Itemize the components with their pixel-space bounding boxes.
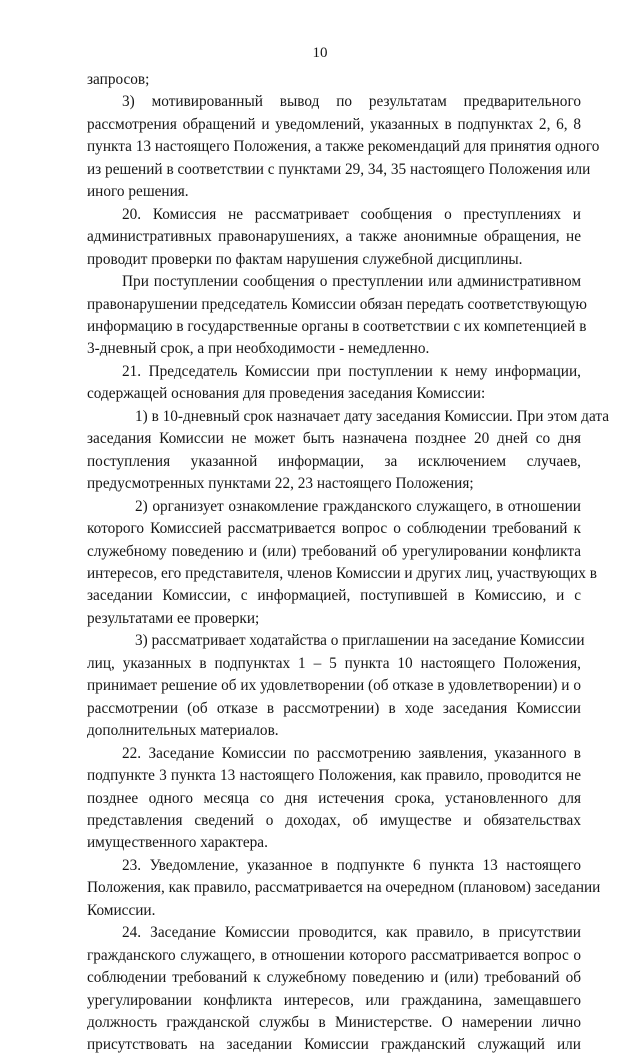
paragraph [87, 743, 581, 855]
text-line: дополнительных материалов. [87, 722, 279, 740]
text-line: имущественного характера. [87, 834, 268, 852]
paragraph [87, 496, 597, 631]
text-line: урегулировании конфликта интересов, или гражданина, замещавшего [87, 991, 581, 1009]
paragraph [87, 69, 581, 91]
text-line: должность гражданской службы в Министерстве. О намерении лично [87, 1014, 581, 1032]
paragraph [87, 630, 585, 742]
text-line: соблюдении требований к служебному поведению и (или) требований об [87, 969, 581, 987]
paragraph [87, 406, 610, 496]
text-line: 20. Комиссия не рассматривает сообщения о преступлениях и [122, 205, 581, 223]
text-line: запросов; [87, 71, 150, 88]
text-line: которого Комиссией рассматривается вопрос о соблюдении требований к [87, 520, 581, 538]
text-line: лиц, указанных в подпунктах 1 – 5 пункта 10 настоящего Положения, [87, 654, 581, 672]
text-line: содержащей основания для проведения заседания Комиссии: [87, 385, 486, 403]
text-line: рассмотрении (об отказе в рассмотрении) в ходе заседания Комиссии [87, 699, 581, 717]
text-line: поступления указанной информации, за исключением случаев, [87, 452, 581, 470]
text-line: 2) организует ознакомление гражданского служащего, в отношении [135, 497, 581, 515]
paragraph [87, 361, 581, 406]
text-line: 21. Председатель Комиссии при поступлении к нему информации, [122, 362, 581, 380]
text-line: проводит проверки по фактам нарушения служебной дисциплины. [87, 250, 523, 268]
text-line: 3-дневный срок, а при необходимости - немедленно. [87, 340, 430, 358]
text-line: заседания Комиссии не может быть назначена позднее 20 дней со дня [87, 430, 581, 448]
document-body [87, 69, 610, 1057]
text-line: предусмотренных пунктами 22, 23 настоящего Положения; [87, 475, 474, 493]
text-line: Комиссии. [87, 901, 156, 919]
paragraph [87, 204, 581, 271]
text-line: При поступлении сообщения о преступлении или административном [122, 273, 581, 291]
text-line: интересов, его представителя, членов Комиссии и других лиц, участвующих в [87, 564, 597, 582]
text-line: 3) рассматривает ходатайства о приглашении на заседание Комиссии [135, 632, 585, 650]
text-line: 3) мотивированный вывод по результатам предварительного [122, 93, 581, 111]
paragraph [87, 91, 600, 203]
text-line: позднее одного месяца со дня истечения срока, установленного для [87, 789, 581, 807]
text-line: административных правонарушениях, а также анонимные обращения, не [87, 228, 581, 246]
text-line: гражданского служащего, в отношении которого рассматривается вопрос о [87, 946, 581, 964]
text-line: 24. Заседание Комиссии проводится, как правило, в присутствии [122, 924, 581, 942]
text-line: рассмотрения обращений и уведомлений, указанных в подпунктах 2, 6, 8 [87, 115, 581, 133]
text-line: Положения, как правило, рассматривается на очередном (плановом) заседании [87, 879, 601, 897]
text-line: пункта 13 настоящего Положения, а также рекомендаций для принятия одного [87, 138, 600, 156]
text-line: 23. Уведомление, указанное в подпункте 6 пункта 13 настоящего [122, 856, 581, 874]
text-line: правонарушении председатель Комиссии обязан передать соответствующую [87, 295, 587, 313]
text-line: служебному поведению и (или) требований об урегулировании конфликта [87, 542, 581, 560]
text-line: из решений в соответствии с пунктами 29, 34, 35 настоящего Положения или [87, 160, 591, 178]
text-line: принимает решение об их удовлетворении (об отказе в удовлетворении) и о [87, 677, 581, 695]
text-line: информацию в государственные органы в соответствии с их компетенцией в [87, 317, 587, 335]
page-number: 10 [312, 45, 328, 61]
text-line: заседании Комиссии, с информацией, поступившей в Комиссию, и с [87, 587, 581, 605]
text-line: 22. Заседание Комиссии по рассмотрению заявления, указанного в [122, 744, 581, 762]
text-line: подпункте 3 пункта 13 настоящего Положения, как правило, проводится не [87, 767, 581, 785]
text-line: представления сведений о доходах, об имуществе и обязательствах [87, 811, 581, 829]
text-line: результатами ее проверки; [87, 609, 260, 627]
paragraph [87, 922, 581, 1057]
text-line: иного решения. [87, 183, 189, 201]
text-line: присутствовать на заседании Комиссии гражданский служащий или [87, 1036, 581, 1054]
text-line: 1) в 10-дневный срок назначает дату заседания Комиссии. При этом дата [135, 407, 610, 425]
paragraph [87, 855, 601, 922]
paragraph [87, 271, 587, 361]
